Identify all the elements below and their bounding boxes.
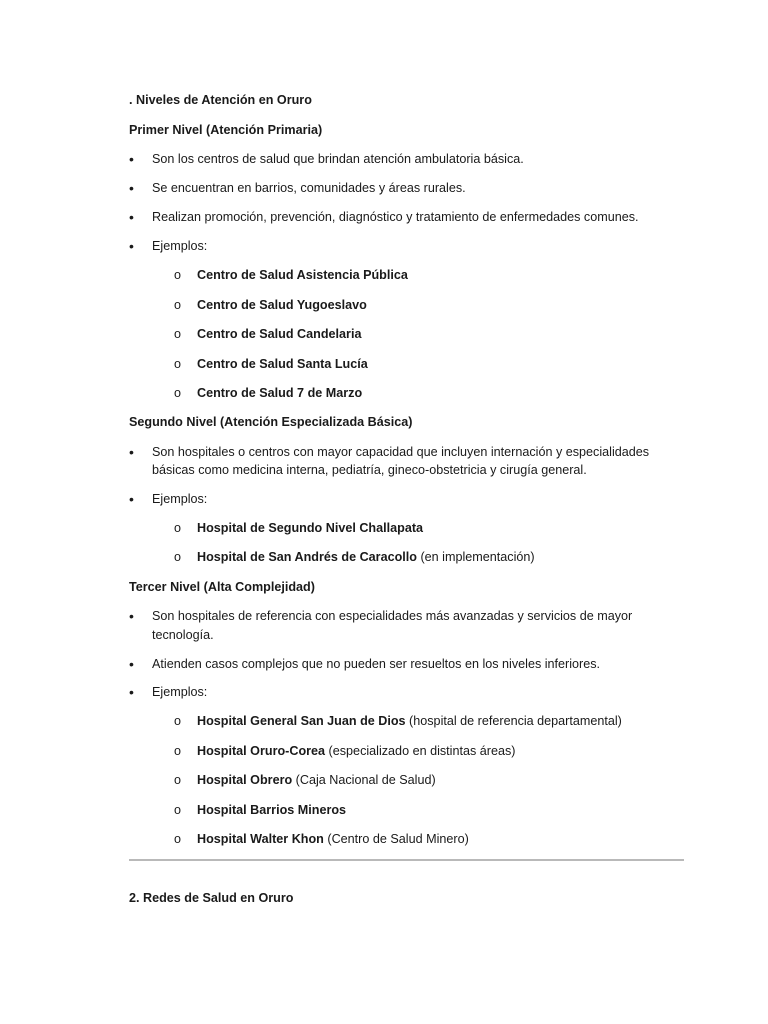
sub-bullet-marker: o [174,386,182,400]
example-note: (Caja Nacional de Salud) [292,773,436,787]
bullet-marker: • [129,151,134,167]
example-name: Centro de Salud Yugoeslavo [197,298,367,312]
sub-bullet-marker: o [174,298,182,312]
bullet-marker: • [129,180,134,196]
example-item [197,297,367,313]
bullet-marker: • [129,444,134,460]
section-2-title: 2. Redes de Salud en Oruro [129,891,294,905]
bullet-marker: • [129,684,134,700]
example-name: Hospital Oruro-Corea [197,744,326,758]
bullet-marker: • [129,656,134,672]
bullet-item-line: básicas como medicina interna, pediatría, gineco-obstetricia y cirugía general. [152,463,587,477]
example-item [197,743,515,759]
sub-bullet-marker: o [174,714,182,728]
bullet-marker: • [129,608,134,624]
example-name: Hospital Walter Khon [197,832,324,846]
bullet-item-line: Son hospitales o centros con mayor capacidad que incluyen internación y especialidades [152,445,650,459]
example-item [197,385,362,401]
bullet-marker: • [129,238,134,254]
sub-bullet-marker: o [174,773,182,787]
bullet-marker: • [129,491,134,507]
example-item [197,326,361,342]
horizontal-divider [129,859,684,861]
example-item [197,520,423,536]
sub-bullet-marker: o [174,832,182,846]
bullet-item: Se encuentran en barrios, comunidades y áreas rurales. [152,181,466,195]
example-note: (hospital de referencia departamental) [405,714,622,728]
sub-bullet-marker: o [174,521,182,535]
section-title: . Niveles de Atención en Oruro [129,93,312,107]
example-item [197,802,346,818]
bullet-item: Ejemplos: [152,239,208,253]
example-note: (especializado en distintas áreas) [325,744,516,758]
sub-bullet-marker: o [174,357,182,371]
example-item [197,267,408,283]
example-name: Centro de Salud Candelaria [197,327,362,341]
bullet-marker: • [129,209,134,225]
sub-bullet-marker: o [174,803,182,817]
example-note: (Centro de Salud Minero) [323,832,469,846]
sub-bullet-marker: o [174,268,182,282]
bullet-item: Son los centros de salud que brindan atención ambulatoria básica. [152,152,524,166]
example-name: Centro de Salud 7 de Marzo [197,386,363,400]
sub-bullet-marker: o [174,327,182,341]
sub-bullet-marker: o [174,744,182,758]
example-name: Centro de Salud Asistencia Pública [197,268,408,282]
example-name: Centro de Salud Santa Lucía [197,357,368,371]
sub-bullet-marker: o [174,550,182,564]
example-name: Hospital de Segundo Nivel Challapata [197,521,424,535]
example-name: Hospital de San Andrés de Caracollo [197,550,417,564]
bullet-item: Atienden casos complejos que no pueden ser resueltos en los niveles inferiores. [152,657,601,671]
example-name: Hospital General San Juan de Dios [197,714,406,728]
example-name: Hospital Obrero [197,773,293,787]
example-name: Hospital Barrios Mineros [197,803,347,817]
bullet-item-line: tecnología. [152,628,214,642]
bullet-item: Ejemplos: [152,492,208,506]
example-item [197,713,622,729]
segundo-nivel-heading: Segundo Nivel (Atención Especializada Básica) [129,415,413,429]
bullet-item: Ejemplos: [152,685,208,699]
example-item [197,831,469,847]
example-note: (en implementación) [416,550,535,564]
example-item [197,549,535,565]
primer-nivel-heading: Primer Nivel (Atención Primaria) [129,123,323,137]
bullet-item: Realizan promoción, prevención, diagnóstico y tratamiento de enfermedades comunes. [152,210,639,224]
tercer-nivel-heading: Tercer Nivel (Alta Complejidad) [129,580,315,594]
bullet-item-line: Son hospitales de referencia con especialidades más avanzadas y servicios de mayor [152,609,633,623]
example-item [197,356,368,372]
example-item [197,772,436,788]
